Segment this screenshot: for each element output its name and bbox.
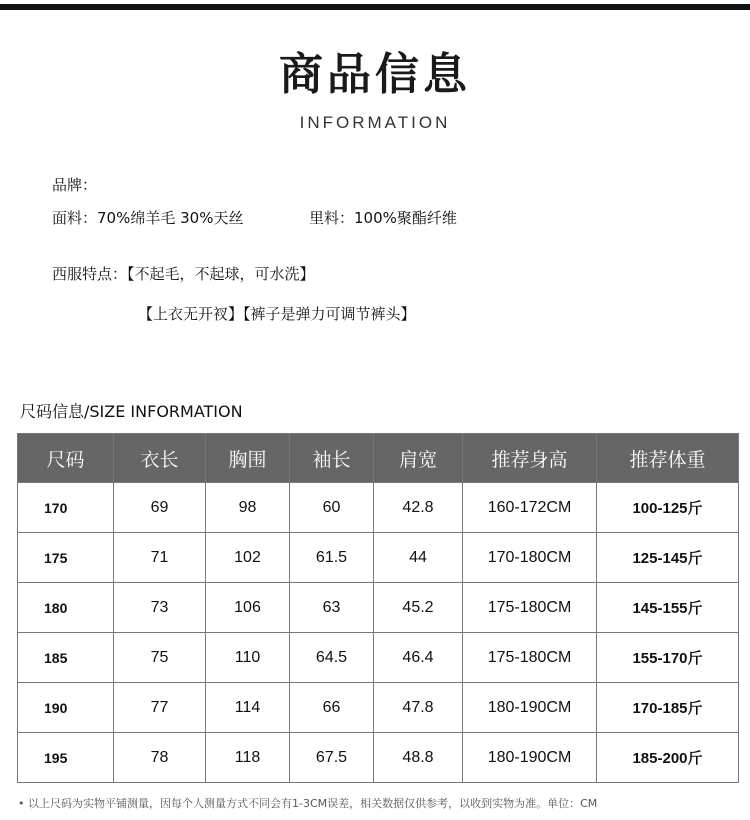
top-border-bar xyxy=(0,4,750,10)
cell-chest: 102 xyxy=(206,533,290,583)
cell-chest: 118 xyxy=(206,733,290,783)
lining-info xyxy=(309,207,457,228)
cell-weight: 145-155斤 xyxy=(597,583,739,633)
cell-sleeve: 67.5 xyxy=(290,733,374,783)
table-row xyxy=(18,483,739,533)
header-chest: 胸围 xyxy=(206,434,290,483)
size-section-title: 尺码信息/SIZE INFORMATION xyxy=(20,402,243,421)
cell-shoulder: 45.2 xyxy=(374,583,463,633)
cell-sleeve: 61.5 xyxy=(290,533,374,583)
table-row xyxy=(18,583,739,633)
cell-size: 185 xyxy=(18,633,114,683)
cell-weight: 155-170斤 xyxy=(597,633,739,683)
feature-line-1: 【不起毛，不起球，可水洗】 xyxy=(127,265,315,283)
lining-label: 里料： xyxy=(309,209,355,227)
cell-chest: 106 xyxy=(206,583,290,633)
cell-weight: 170-185斤 xyxy=(597,683,739,733)
cell-length: 73 xyxy=(114,583,206,633)
table-row xyxy=(18,683,739,733)
table-row xyxy=(18,533,739,583)
lining-value: 100%聚酯纤维 xyxy=(354,209,457,227)
feature-line-2: 【上衣无开衩】【裤子是弹力可调节裤头】 xyxy=(138,305,416,323)
cell-shoulder: 48.8 xyxy=(374,733,463,783)
cell-weight: 125-145斤 xyxy=(597,533,739,583)
cell-size: 195 xyxy=(18,733,114,783)
cell-shoulder: 47.8 xyxy=(374,683,463,733)
footnote: • 以上尺码为实物平铺测量，因每个人测量方式不同会有1-3CM误差，相关数据仅供参考，以收到实物为准。单位：CM xyxy=(18,797,598,810)
cell-height: 170-180CM xyxy=(463,533,597,583)
fabric-label: 面料： xyxy=(52,209,98,227)
header-height: 推荐身高 xyxy=(463,434,597,483)
cell-shoulder: 44 xyxy=(374,533,463,583)
cell-height: 180-190CM xyxy=(463,683,597,733)
fabric-value: 70%绵羊毛 30%天丝 xyxy=(97,209,244,227)
cell-size: 190 xyxy=(18,683,114,733)
cell-size: 170 xyxy=(18,483,114,533)
cell-weight: 100-125斤 xyxy=(597,483,739,533)
cell-length: 78 xyxy=(114,733,206,783)
header-sleeve: 袖长 xyxy=(290,434,374,483)
cell-length: 71 xyxy=(114,533,206,583)
fabric-info xyxy=(52,207,243,228)
page-subtitle: INFORMATION xyxy=(299,113,451,132)
features-label: 西服特点： xyxy=(52,265,128,283)
cell-sleeve: 66 xyxy=(290,683,374,733)
cell-length: 77 xyxy=(114,683,206,733)
cell-chest: 114 xyxy=(206,683,290,733)
header-size: 尺码 xyxy=(18,434,114,483)
cell-size: 180 xyxy=(18,583,114,633)
cell-weight: 185-200斤 xyxy=(597,733,739,783)
cell-shoulder: 46.4 xyxy=(374,633,463,683)
cell-shoulder: 42.8 xyxy=(374,483,463,533)
table-row xyxy=(18,633,739,683)
cell-height: 180-190CM xyxy=(463,733,597,783)
table-header-row xyxy=(18,434,739,483)
header-length: 衣长 xyxy=(114,434,206,483)
cell-size: 175 xyxy=(18,533,114,583)
cell-length: 75 xyxy=(114,633,206,683)
brand-label: 品牌： xyxy=(52,176,98,194)
cell-chest: 98 xyxy=(206,483,290,533)
cell-height: 175-180CM xyxy=(463,633,597,683)
cell-chest: 110 xyxy=(206,633,290,683)
cell-sleeve: 63 xyxy=(290,583,374,633)
page-title: 商品信息 xyxy=(279,49,471,100)
header-shoulder: 肩宽 xyxy=(374,434,463,483)
cell-sleeve: 60 xyxy=(290,483,374,533)
cell-length: 69 xyxy=(114,483,206,533)
cell-height: 160-172CM xyxy=(463,483,597,533)
cell-height: 175-180CM xyxy=(463,583,597,633)
table-row xyxy=(18,733,739,783)
cell-sleeve: 64.5 xyxy=(290,633,374,683)
features-info xyxy=(52,263,315,284)
size-table xyxy=(17,433,739,783)
header-weight: 推荐体重 xyxy=(597,434,739,483)
